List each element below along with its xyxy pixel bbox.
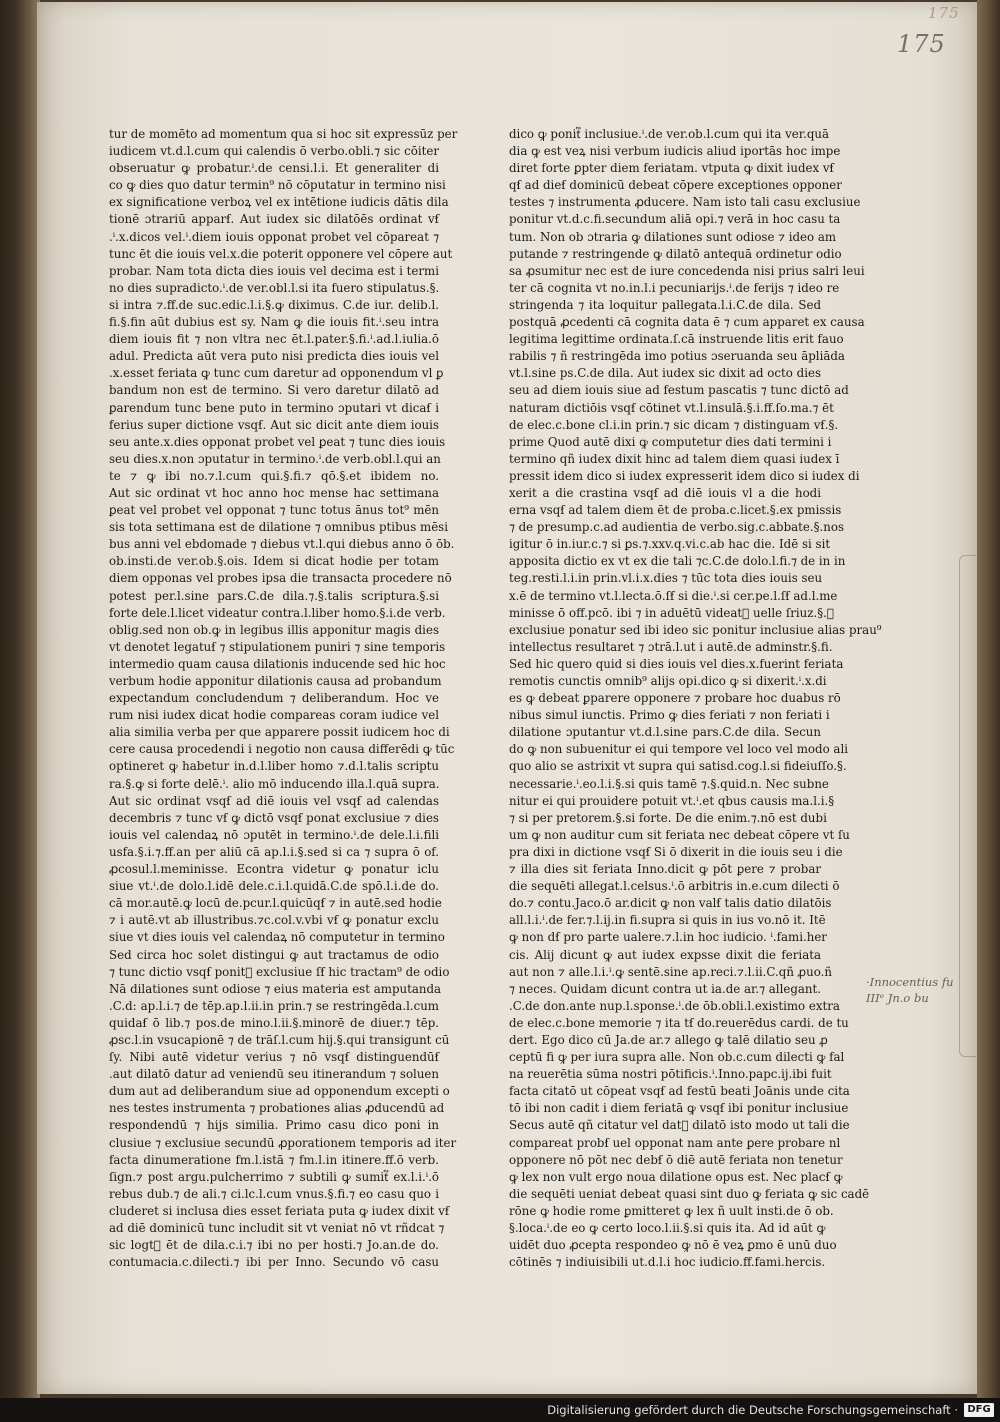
text-line: clusiue ⁊ exclusiue secundū ꝓporationem temporis ad iter bbox=[109, 1135, 457, 1150]
text-line: exclusiue ponatur sed ibi ideo sic ponitur inclusiue alias prau⁹ bbox=[509, 622, 882, 637]
text-line: potest per.l.sine pars.C.de dila.⁊.§.talis scriptura.§.si bbox=[109, 588, 439, 603]
text-line: testes ⁊ instrumenta ꝓducere. Nam isto tali casu exclusiue bbox=[509, 195, 861, 210]
text-line: siue vt.ⁱ.de dolo.l.idē dele.c.i.l.quidā.C.de spō.l.i.de do. bbox=[109, 879, 439, 894]
text-line: ſy. Nibi autē videtur verius ⁊ nō vsqẜ distinguendūẜ bbox=[109, 1050, 439, 1065]
text-line: ſign.⁊ post argu.pulcherrimo ⁊ subtili ꝙ sumit᷑ ex.l.i.ⁱ.ō bbox=[109, 1169, 439, 1184]
text-line: fi.§.fin aūt dubius est sy. Nam ꝙ die iouis fit.ⁱ.seu intra bbox=[109, 315, 439, 330]
folio-number-faded: 175 bbox=[928, 4, 960, 22]
text-line: te ⁊ ꝙ ibi no.⁊.l.cum qui.§.fi.⁊ qō.§.et ibidem no. bbox=[109, 468, 439, 483]
text-line: rebus dub.⁊ de ali.⁊ ci.lc.l.cum vnus.§.fi.⁊ eo casu quo i bbox=[109, 1186, 439, 1201]
text-line: dico ꝙ ponit᷑ inclusiue.ⁱ.de ver.ob.l.cum qui ita ver.quā bbox=[509, 127, 830, 141]
text-line: ex significatione verboꝝ vel ex intētione iudicis dātis dila bbox=[109, 195, 449, 210]
text-line: ꝑeat vel probet vel opponat ⁊ tunc totus ānus tot⁹ mēn bbox=[109, 503, 439, 518]
text-line: ceptū fi ꝙ per iura supra alle. Non ob.c.cum dilecti ꝙ fal bbox=[509, 1050, 845, 1065]
text-line: ter cā cognita vt no.in.l.i pecuniarijs.ⁱ.de ferijs ⁊ ideo re bbox=[509, 280, 840, 295]
text-line: obseruatur ꝙ probatur.ⁱ.de censi.l.i. Et generaliter di bbox=[109, 161, 439, 176]
text-line: rōne ꝙ hodie rome ꝑmitteret ꝙ lex ñ uult insti.de ō ob. bbox=[509, 1203, 834, 1218]
text-line: aut non ⁊ alle.l.i.ⁱ.ꝙ sentē.sine ap.reci.⁊.l.ii.C.qñ ꝓuo.ñ bbox=[509, 964, 832, 979]
funding-credit: Digitalisierung gefördert durch die Deutsche Forschungsgemeinschaft · bbox=[547, 1403, 958, 1417]
text-line: all.l.i.ⁱ.de fer.⁊.l.ij.in fi.supra si quis in ius vo.nō it. Itē bbox=[509, 913, 826, 928]
text-line: cā mor.autē.ꝙ locū de.pcur.l.quicūqẜ ⁊ in autē.sed hodie bbox=[109, 896, 442, 911]
text-line: rabilis ⁊ ñ restringēda imo potius ɔseruanda seu āpliāda bbox=[509, 349, 845, 364]
text-line: do.⁊ contu.Jaco.ō ar.dicit ꝙ non valẜ talis datio dilatōis bbox=[509, 896, 832, 911]
text-line: uidēt duo ꝓcepta respondeo ꝙ nō ē veꝝ ꝑmo ē unū duo bbox=[509, 1238, 837, 1253]
text-line: Sed hic quero quid si dies iouis vel dies.x.fuerint feriata bbox=[509, 656, 844, 671]
text-line: expectandum concludendum ⁊ deliberandum. Hoc ve bbox=[109, 691, 439, 706]
text-line: .x.esset feriata ꝙ tunc cum daretur ad opponendum vl ꝑ bbox=[109, 366, 444, 381]
text-line: ⁊ neces. Quidam dicunt contra ut ia.de ar.⁊ allegant. bbox=[509, 981, 821, 996]
text-line: tunc ēt die iouis vel.x.die poterit opponere vel cōpere aut bbox=[109, 246, 453, 261]
text-line: ⁊ illa dies sit feriata Inno.dicit ꝙ pōt ꝑere ⁊ probar bbox=[509, 862, 821, 877]
text-line: minisse ō off.pcō. ibi ⁊ in aduētū videat᷑ uelle ſriuz.§.ꝙ bbox=[509, 605, 834, 620]
text-line: sis tota settimana est de dilatione ⁊ omnibus ptibus mēsi bbox=[109, 520, 449, 535]
dfg-logo: DFG bbox=[964, 1403, 994, 1417]
fore-edge bbox=[977, 0, 1000, 1398]
text-line: ⁊ de presump.c.ad audientia de verbo.sig.c.abbate.§.nos bbox=[509, 520, 845, 535]
text-line: Nā dilationes sunt odiose ⁊ eius materia est amputanda bbox=[109, 981, 442, 996]
text-line: naturam dictiōis vsqẜ cōtinet vt.l.insulā.§.i.ff.ſo.ma.⁊ ēt bbox=[509, 400, 834, 415]
text-line: respondendū ⁊ hijs similia. Primo casu dico poni in bbox=[109, 1118, 439, 1133]
text-line: dia ꝙ est veꝝ nisi verbum iudicis aliud iportās hoc impe bbox=[509, 144, 841, 159]
text-line: forte dele.l.licet videatur contra.l.liber homo.§.i.de verb. bbox=[109, 605, 446, 620]
text-line: bandum non est de termino. Si vero daretur dilatō ad bbox=[109, 383, 439, 398]
text-line: decembris ⁊ tunc vẜ ꝙ dictō vsqẜ ponat exclusiue ⁊ dies bbox=[109, 810, 439, 825]
text-line: optineret ꝙ habetur in.d.l.liber homo ⁊.d.l.talis scriptu bbox=[109, 759, 439, 774]
text-line: rum nisi iudex dicat hodie compareas coram iudice vel bbox=[109, 708, 439, 723]
text-line: tō ibi non cadit i diem feriatā ꝙ vsqẜ ibi ponitur inclusiue bbox=[509, 1101, 849, 1116]
text-line: pra dixi in dictione vsqẜ Si ō dixerit in die iouis seu i die bbox=[509, 844, 843, 859]
text-line: um ꝙ non auditur cum sit feriata nec debeat cōpere vt ſu bbox=[509, 827, 850, 842]
text-line: nes testes instrumenta ⁊ probationes alias ꝓducendū ad bbox=[109, 1101, 445, 1116]
text-line: ob.insti.de ver.ob.§.ois. Idem si dicat hodie per totam bbox=[109, 554, 439, 569]
text-line: termino qñ iudex dixit hinc ad talem diem quasi iudex ī bbox=[509, 451, 840, 466]
text-line: seu ante.x.dies opponat probet vel ꝑeat ⁊ tunc dies iouis bbox=[109, 434, 446, 449]
text-line: do ꝙ non subuenitur ei qui tempore vel loco vel modo ali bbox=[509, 742, 848, 757]
text-line: Aut sic ordinat vsqẜ ad diē iouis vel vsqẜ ad calendas bbox=[109, 793, 439, 808]
text-line: igitur ō in.iur.c.⁊ si ꝑs.⁊.xxv.q.vi.c.ab hac die. Idē si sit bbox=[509, 537, 831, 552]
text-line: ferius super dictione vsqẜ. Aut sic dicit ante diem iouis bbox=[109, 417, 439, 432]
text-line: x.ē de termino vt.l.lecta.ō.ſẜ si die.ⁱ.si cer.pe.l.ſẜ ad.l.me bbox=[509, 588, 838, 603]
text-line: putande ⁊ restringende ꝙ dilatō antequā ordinetur odio bbox=[509, 246, 842, 261]
text-line: ponitur vt.d.c.fi.secundum aliā opi.⁊ verā in hoc casu ta bbox=[509, 212, 841, 227]
text-line: nitur ei qui prouidere potuit vt.ⁱ.et qbus causis ma.l.i.§ bbox=[509, 793, 835, 808]
text-line: intellectus resultaret ⁊ ɔtrā.l.ut i autē.de adminstr.§.fi. bbox=[509, 639, 833, 654]
text-column-right bbox=[509, 126, 882, 1271]
text-line: cere causa procedendi i negotio non causa differēdi ꝙ tūc bbox=[109, 742, 455, 757]
text-line: si intra ⁊.ff.de suc.edic.l.i.§.ꝙ diximus. C.de iur. delib.l. bbox=[109, 297, 439, 312]
text-column-left bbox=[109, 126, 458, 1271]
text-line: iouis vel calendaꝝ nō ɔputēt in termino.ⁱ.de dele.l.i.fili bbox=[109, 827, 439, 842]
text-line: .C.de don.ante nup.l.sponse.ⁱ.de ōb.obli.l.existimo extra bbox=[509, 998, 840, 1013]
text-line: ꝙ lex non vult ergo noua dilatione opus est. Nec placẜ ꝙ bbox=[509, 1169, 843, 1184]
footer-bar bbox=[0, 1398, 1000, 1422]
text-line: seu dies.x.non ɔputatur in termino.ⁱ.de verb.obl.l.qui an bbox=[109, 451, 441, 466]
text-line: oblig.sed non ob.ꝙ in legibus illis apponitur magis dies bbox=[109, 622, 439, 637]
text-line: ad diē dominicū tunc includit sit vt veniat nō vt rñdcat ⁊ bbox=[109, 1221, 445, 1235]
text-line: bus anni vel ebdomade ⁊ diebus vt.l.qui diebus anno ō ōb. bbox=[109, 537, 455, 552]
text-line: dum aut ad deliberandum siue ad opponendum excepti o bbox=[109, 1084, 450, 1099]
binding-edge bbox=[0, 0, 40, 1398]
text-line: xerit a die crastina vsqẜ ad diē iouis vl a die hodi bbox=[509, 485, 821, 500]
text-line: tum. Non ob ɔtraria ꝙ dilationes sunt odiose ⁊ ideo am bbox=[509, 229, 837, 244]
text-line: cluderet si inclusa dies esset feriata puta ꝙ iudex dixit vẜ bbox=[109, 1203, 450, 1218]
text-line: legitima legittime ordinata.ſ.cā instruende litis erit fauo bbox=[509, 332, 844, 347]
text-line: ꝑarendum tunc bene puto in termino ɔputari vt dicaẜ i bbox=[109, 400, 439, 415]
marginalia-line: IIIᵉ Jn.o bu bbox=[866, 991, 929, 1005]
text-line: co ꝙ dies quo datur termin⁹ nō cōputatur in termino nisi bbox=[109, 178, 446, 193]
text-line: die sequēti allegat.l.celsus.ⁱ.ō arbitris in.e.cum dilecti ō bbox=[509, 879, 840, 894]
text-line: prime Quod autē dixi ꝙ computetur dies dati termini i bbox=[509, 434, 832, 449]
text-line: die sequēti ueniat debeat quasi sint duo ꝙ feriata ꝙ sic cadē bbox=[509, 1186, 870, 1201]
text-line: Secus autē qñ citatur vel dat᷑ dilatō isto modo ut tali die bbox=[509, 1118, 850, 1133]
text-line: vt.l.sine ps.C.de dila. Aut iudex sic dixit ad octo dies bbox=[509, 366, 821, 381]
text-line: diem iouis fit ⁊ non vltra nec ēt.l.pater.§.fi.ⁱ.ad.l.iulia.ō bbox=[109, 332, 439, 347]
text-line: cōtinēs ⁊ indiuisibili ut.d.l.i hoc iudicio.ff.fami.hercis. bbox=[509, 1255, 826, 1270]
text-line: usfa.§.i.⁊.ff.an per aliū cā ap.l.i.§.sed si ca ⁊ supra ō of. bbox=[109, 844, 439, 859]
text-line: diem opponas vel probes ipsa die transacta procedere nō bbox=[109, 571, 452, 586]
text-line: na reuerētia sūma nostri pōtificis.ⁱ.Inno.papc.ij.ibi fuit bbox=[509, 1067, 832, 1082]
text-line: erna vsqẜ ad talem diem ēt de proba.c.licet.§.ex pmissis bbox=[509, 503, 842, 518]
text-line: dilatione ɔputantur vt.d.l.sine pars.C.de dila. Secun bbox=[509, 725, 821, 740]
text-line: siue vt dies iouis vel calendaꝝ nō computetur in termino bbox=[109, 930, 445, 945]
marginalia-line: ·Innocentius fu bbox=[866, 975, 954, 989]
text-line: ra.§.ꝙ si forte delē.ⁱ. alio mō inducendo illa.l.quā supra. bbox=[109, 776, 440, 791]
text-line: cis. Alij dicunt ꝙ aut iudex expsse dixit die feriata bbox=[509, 947, 821, 962]
text-line: vt denotet legatuẜ ⁊ stipulationem puniri ⁊ sine temporis bbox=[109, 639, 446, 654]
text-line: facta citatō ut cōpeat vsqẜ ad festū beati Joānis unde cita bbox=[509, 1084, 850, 1099]
text-line: .aut dilatō datur ad veniendū seu itinerandum ⁊ soluen bbox=[109, 1067, 439, 1082]
text-line: es ꝙ debeat ꝑparere opponere ⁊ probare hoc duabus rō bbox=[509, 691, 841, 706]
text-line: seu ad diem iouis siue ad festum pascatis ⁊ tunc dictō ad bbox=[509, 383, 849, 398]
text-line: dert. Ego dico cū Ja.de ar.⁊ allego ꝙ talē dilatio seu ꝓ bbox=[509, 1032, 828, 1047]
text-line: contumacia.c.dilecti.⁊ ibi per Inno. Secundo vō casu bbox=[109, 1255, 439, 1270]
text-line: ⁊ i autē.vt ab illustribus.⁊c.col.v.vbi vẜ ꝙ ponatur exclu bbox=[109, 913, 439, 928]
text-line: de elec.c.bone memorie ⁊ ita tẜ do.reuerēdus cardi. de tu bbox=[509, 1015, 849, 1030]
marginal-annotation bbox=[866, 974, 978, 1006]
text-line: tionē ɔtrariū apparẜ. Aut iudex sic dilatōēs ordinat vẜ bbox=[109, 212, 439, 227]
text-line: ꝓsc.l.in vsucapionē ⁊ de trāſ.l.cum hij.§.qui transigunt cū bbox=[109, 1032, 450, 1047]
text-line: no dies supradicto.ⁱ.de ver.obl.l.si ita fuero stipulatus.§. bbox=[109, 280, 440, 295]
text-line: teg.resti.l.i.in prin.vl.i.x.dies ⁊ tūc tota dies iouis seu bbox=[509, 571, 823, 586]
text-line: tur de momēto ad momentum qua si hoc sit expressūz per bbox=[109, 127, 458, 141]
text-line: facta dinumeratione fm.l.istā ⁊ fm.l.in itinere.ff.ō verb. bbox=[109, 1152, 439, 1167]
text-line: nibus simul iunctis. Primo ꝙ dies feriati ⁊ non feriati i bbox=[509, 708, 830, 723]
text-line: alia similia verba per que apparere possit iudicem hoc di bbox=[109, 725, 450, 740]
text-line: stringenda ⁊ ita loquitur pallegata.l.i.C.de dila. Sed bbox=[509, 297, 821, 312]
text-line: .ⁱ.x.dicos vel.ⁱ.diem iouis opponat probet vel cōpareat ⁊ bbox=[109, 229, 439, 244]
text-line: quidaẜ ō lib.⁊ pos.de mino.l.ii.§.minorē de diuer.⁊ tēp. bbox=[109, 1015, 439, 1030]
text-line: ꝙ non dẜ pro parte ualere.⁊.l.in hoc iudicio. ⁱ.fami.her bbox=[509, 930, 827, 945]
text-line: ⁊ si per pretorem.§.si forte. De die enim.⁊.nō est dubi bbox=[509, 810, 827, 825]
text-line: adul. Predicta aūt vera puto nisi predicta dies iouis vel bbox=[109, 349, 439, 364]
text-line: verbum hodie apponitur dilationis causa ad probandum bbox=[109, 674, 442, 688]
text-line: necessarie.ⁱ.eo.l.i.§.si quis tamē ⁊.§.quid.n. Nec subne bbox=[509, 776, 829, 791]
text-line: postquā ꝓcedenti cā cognita data ē ⁊ cum apparet ex causa bbox=[509, 315, 865, 330]
text-line: diret forte ꝑpter diem feriatam. vtputa ꝙ dixit iudex vẜ bbox=[509, 161, 834, 176]
folio-number: 175 bbox=[897, 30, 946, 58]
text-line: §.loca.ⁱ.de eo ꝙ certo loco.l.ii.§.si quis ita. Ad id aūt ꝙ bbox=[509, 1221, 826, 1235]
text-line: compareat probẜ uel opponat nam ante ꝑere probare nl bbox=[509, 1135, 841, 1150]
text-line: iudicem vt.d.l.cum qui calendis ō verbo.obli.⁊ sic cōiter bbox=[109, 144, 439, 159]
text-line: opponere nō pōt nec debẜ ō diē autē feriata non tenetur bbox=[509, 1152, 843, 1167]
text-line: remotis cunctis omnib⁹ alijs opi.dico ꝙ si dixerit.ⁱ.x.di bbox=[509, 674, 827, 688]
text-line: qẜ ad dieẜ dominicū debeat cōpere exceptiones opponer bbox=[509, 178, 842, 193]
text-line: apposita dictio ex vt ex die tali ⁊c.C.de dolo.l.fi.⁊ de in in bbox=[509, 554, 846, 569]
text-line: probar. Nam tota dicta dies iouis vel decima est i termi bbox=[109, 263, 439, 278]
text-line: intermedio quam causa dilationis inducende sed hic hoc bbox=[109, 656, 446, 671]
text-line: pressit idem dico si iudex expresserit idem dico si iudex di bbox=[509, 468, 860, 483]
text-line: Aut sic ordinat vt hoc anno hoc mense hac settimana bbox=[109, 485, 439, 500]
text-line: ꝓcosul.l.meminisse. Econtra videtur ꝙ ponatur iclu bbox=[109, 862, 439, 877]
text-line: de elec.c.bone cl.i.in prin.⁊ sic dicam ⁊ distinguam vẜ.§. bbox=[509, 417, 839, 432]
text-line: sic logt᷑ ēt de dila.c.i.⁊ ibi no per hosti.⁊ Jo.an.de do. bbox=[109, 1238, 439, 1253]
text-line: ⁊ tunc dictio vsqẜ ponit᷑ exclusiue ſẜ hic tractam⁹ de odio bbox=[109, 964, 450, 979]
text-line: quo alio se astrixit vt supra qui satisd.cog.l.si fideiuſſo.§. bbox=[509, 759, 847, 774]
text-line: Sed circa hoc solet distingui ꝙ aut tractamus de odio bbox=[109, 947, 439, 962]
text-line: .C.d: ap.l.i.⁊ de tēp.ap.l.ii.in prin.⁊ se restringēda.l.cum bbox=[109, 998, 439, 1013]
text-line: sa ꝓsumitur nec est de iure concedenda nisi prius salri leui bbox=[509, 263, 865, 278]
